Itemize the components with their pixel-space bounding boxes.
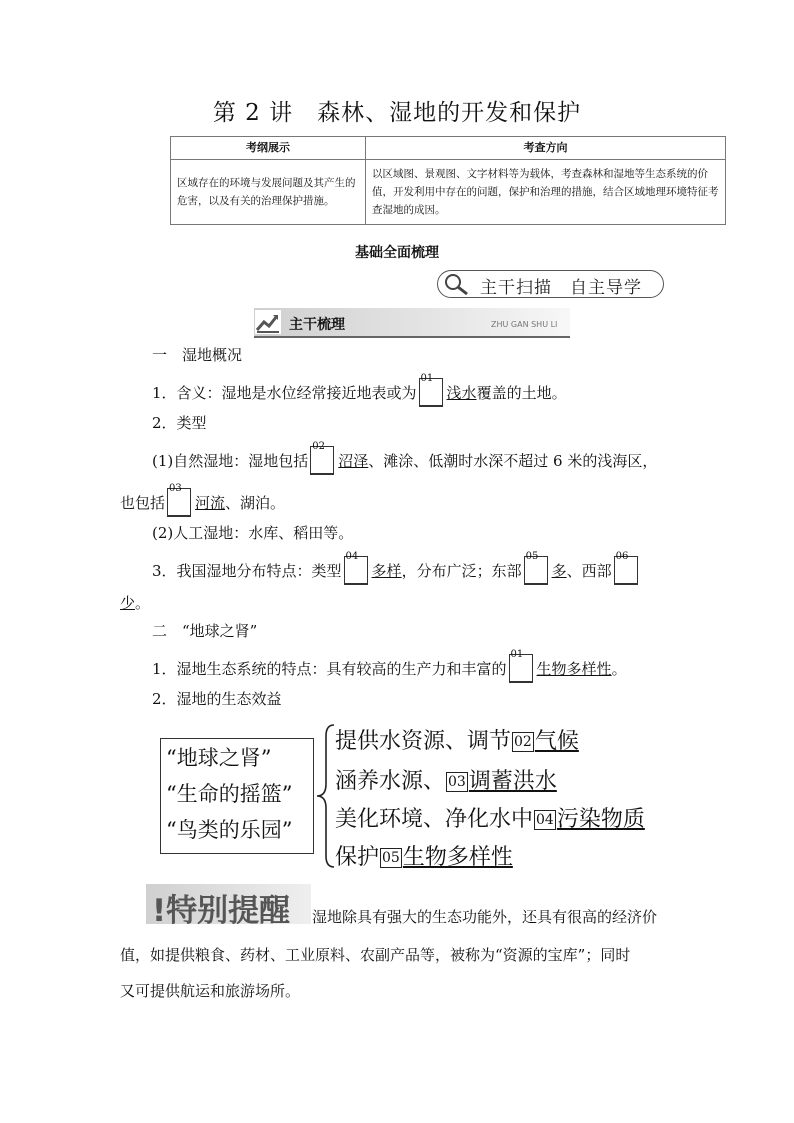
- definition-text: 1．含义：湿地是水位经常接近地表或为: [152, 384, 417, 402]
- magnifier-icon: [441, 271, 471, 297]
- natural-text-2: 也包括: [120, 494, 166, 512]
- benefit-text: 提供水资源、调节: [335, 729, 512, 754]
- answer-number-box: [344, 551, 368, 585]
- answer-number-box: [310, 441, 334, 475]
- answer-number-box: [524, 551, 548, 585]
- section-title: 基础全面梳理: [355, 245, 439, 261]
- scan-label: 主干扫描 自主导学: [480, 278, 642, 298]
- answer-text: 浅水: [446, 384, 477, 402]
- part1-heading: 一 湿地概况: [152, 346, 243, 364]
- distribution-text-mid-2: 、西部: [566, 562, 612, 580]
- answer-number: 03: [169, 483, 182, 494]
- answer-text: 少: [120, 594, 136, 612]
- tip-text-line: 值，如提供粮食、药材、工业原料、农副产品等，被称为“资源的宝库”；同时: [120, 946, 631, 964]
- answer-text: 生物多样性: [402, 845, 513, 870]
- table-header-direction: 考查方向: [366, 137, 726, 160]
- table-cell-outline: 区域存在的环境与发展问题及其产生的危害，以及有关的治理保护措施。: [171, 160, 366, 225]
- answer-number-box: [509, 649, 533, 683]
- artificial-wetland-line: (2)人工湿地：水库、稻田等。: [152, 524, 354, 542]
- diagram-benefit-item: [335, 764, 557, 795]
- answer-text: 河流: [195, 494, 226, 512]
- diagram-benefit-item: [335, 802, 645, 833]
- answer-text: 多样: [371, 562, 402, 580]
- benefit-text: 美化环境、净化水中: [335, 807, 534, 832]
- benefit-text: 保护: [335, 845, 380, 870]
- answer-text: 气候: [534, 729, 579, 754]
- diagram-left-item: “生命的摇篮”: [166, 782, 293, 806]
- distribution-text-end: 。: [135, 594, 151, 612]
- curly-brace: [314, 722, 336, 870]
- tip-text-line: 湿地除具有强大的生态功能外，还具有很高的经济价: [312, 908, 658, 926]
- distribution-text-mid: ，分布广泛；东部: [401, 562, 522, 580]
- answer-number: 02: [312, 441, 325, 452]
- answer-number-box: [167, 483, 191, 517]
- natural-text-end: 、滩涂、低潮时水深不超过 6 米的浅海区，: [368, 452, 658, 470]
- definition-line: [152, 373, 567, 407]
- banner-label: 主干梳理: [289, 317, 345, 333]
- part2-heading: 二 “地球之肾”: [152, 622, 258, 640]
- answer-number-box: [419, 373, 443, 407]
- natural-text-2-end: 、湖泊。: [225, 494, 286, 512]
- answer-number-box: [614, 551, 638, 585]
- diagram-benefit-item: [335, 724, 579, 755]
- feature-text-end: 。: [611, 660, 627, 678]
- trend-chart-icon: [255, 310, 281, 334]
- diagram-benefit-item: [335, 840, 513, 871]
- answer-text: 沼泽: [338, 452, 369, 470]
- answer-number: 06: [615, 551, 629, 562]
- table-cell-direction: 以区域图、景观图、文字材料等为载体，考查森林和湿地等生态系统的价值，开发利用中存在的问题，保护和治理的措施，结合区域地理环境特征考查湿地的成因。: [366, 160, 726, 225]
- distribution-line-2: [120, 592, 150, 613]
- benefit-text: 涵养水源、: [335, 769, 446, 794]
- types-heading: 2．类型: [152, 414, 207, 432]
- answer-number: 02: [514, 734, 532, 750]
- definition-text-end: 覆盖的土地。: [476, 384, 567, 402]
- answer-number: 04: [345, 551, 359, 562]
- table-header-outline: 考纲展示: [171, 137, 366, 160]
- exam-outline-table: [170, 136, 726, 225]
- feature-line: [152, 649, 627, 683]
- benefits-heading: 2．湿地的生态效益: [152, 690, 282, 708]
- banner-sublabel: ZHU GAN SHU LI: [491, 320, 558, 329]
- tip-text-line: 又可提供航运和旅游场所。: [120, 982, 301, 1000]
- natural-wetland-line-2: [120, 483, 286, 517]
- answer-text: 污染物质: [556, 807, 645, 832]
- answer-number: 01: [420, 373, 434, 384]
- answer-text: 调蓄洪水: [468, 769, 557, 794]
- answer-number: 05: [382, 850, 400, 866]
- answer-number: 03: [448, 774, 466, 790]
- tip-label: !特别提醒: [152, 893, 291, 929]
- diagram-left-item: “鸟类的乐园”: [166, 818, 293, 842]
- diagram-left-item: “地球之肾”: [166, 746, 272, 770]
- page-title: 第 2 讲 森林、湿地的开发和保护: [212, 100, 582, 126]
- distribution-text: 3．我国湿地分布特点：类型: [152, 562, 342, 580]
- answer-number: 04: [536, 812, 554, 828]
- natural-wetland-line: [152, 441, 658, 475]
- answer-number: 05: [525, 551, 539, 562]
- answer-number: 01: [510, 649, 524, 660]
- answer-text: 生物多样性: [536, 660, 612, 678]
- feature-text: 1．湿地生态系统的特点：具有较高的生产力和丰富的: [152, 660, 507, 678]
- distribution-line: [152, 551, 642, 585]
- answer-text: 多: [551, 562, 567, 580]
- natural-text: (1)自然湿地：湿地包括: [152, 452, 309, 470]
